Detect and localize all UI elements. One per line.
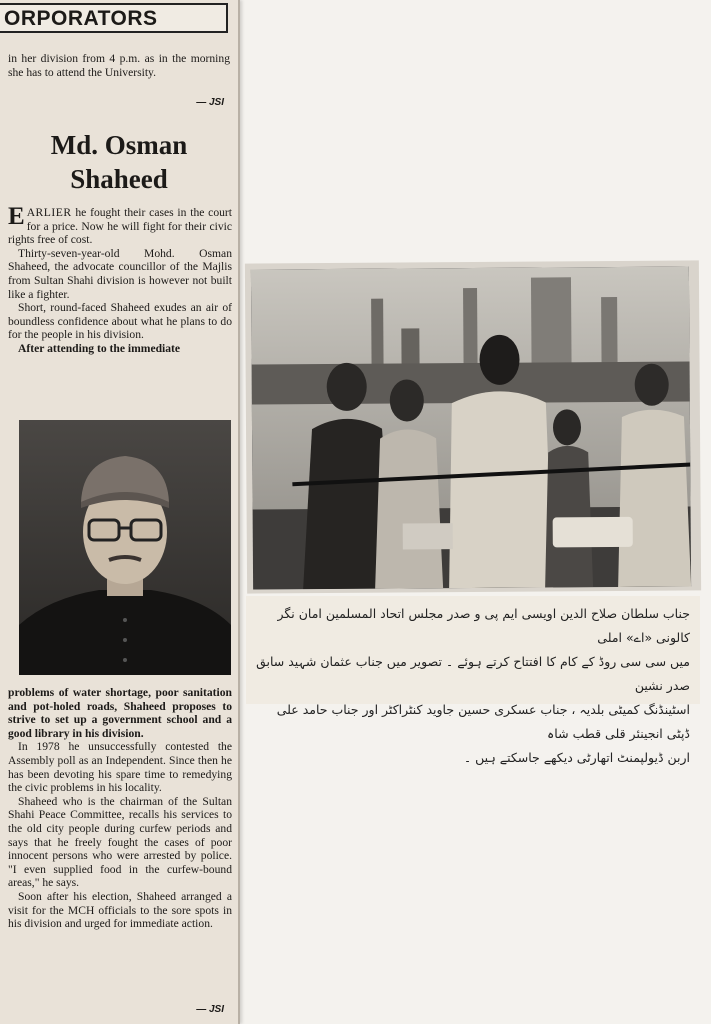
banner-title: ORPORATORS [4, 7, 158, 30]
article-body-bottom [8, 686, 232, 931]
article-para-4: After attending to the immediate [18, 341, 181, 355]
portrait-photo [19, 420, 231, 675]
article-para-3: Short, round-faced Shaheed exudes an air of boundless confidence about what he plans to do for the people in his division. [8, 301, 232, 342]
event-photo [251, 266, 691, 589]
portrait-illustration [19, 420, 231, 675]
article-para-2: Thirty-seven-year-old Mohd. Osman Shaheed, the advocate councillor of the Majlis from Sultan Shahi division is however not built like a fighter. [8, 246, 232, 301]
urdu-caption-line-4: اربن ڈیولپمنٹ اتھارٹی دیکھے جاسکتے ہیں ۔ [463, 750, 690, 765]
previous-article-text: in her division from 4 p.m. as in the morning she has to attend the University. [8, 52, 230, 79]
article-lead [8, 203, 232, 247]
drop-cap: E [8, 203, 25, 230]
previous-article-tail [8, 52, 230, 79]
lead-text: he fought their cases in the court for a price. Now he will fight for their civic rights free of cost. [8, 206, 232, 247]
article-headline [0, 128, 238, 196]
urdu-caption-line-3: اسٹینڈنگ کمیٹی بلدیہ ، جناب عسکری حسین جاوید کنٹراکٹر اور جناب حامد علی ڈپٹی انجینئر قلی قطب شاہ [276, 702, 690, 741]
urdu-caption-line-1: جناب سلطان صلاح الدین اویسی ایم پی و صدر مجلس اتحاد المسلمین امان نگر کالونی «اے» املی [277, 606, 690, 645]
event-photo-illustration [251, 266, 691, 589]
article-para-7: Soon after his election, Shaheed arranged a visit for the MCH officials to the sore spots in his division and urged for immediate action. [8, 889, 232, 931]
urdu-caption-line-2: میں سی سی روڈ کے کام کا افتتاح کرتے ہوئے ۔ تصویر میں جناب عثمان شہید سابق صدر نشین [256, 654, 690, 693]
urdu-caption [246, 596, 700, 765]
previous-article-byline: — JSI [196, 97, 224, 108]
lead-caps: ARLIER [26, 206, 72, 219]
article-para-6: Shaheed who is the chairman of the Sultan Shahi Peace Committee, recalls his services to the old city people during curfew periods and says that he freely fought the cases of poor innocent persons who were arrested by police. "I even supplied food in the curfew-bound areas," he says. [8, 794, 232, 890]
headline-text: Md. Osman Shaheed [50, 130, 188, 194]
article-byline: — JSI [196, 1004, 224, 1015]
event-photo-clipping [245, 260, 701, 593]
section-banner [0, 3, 228, 33]
left-clipping [0, 0, 240, 1024]
article-para-4-cont: problems of water shortage, poor sanitation and pot-holed roads, Shaheed proposes to strive to set up a government school and a good library in his division. [8, 686, 232, 740]
article-para-5: In 1978 he unsuccessfully contested the Assembly poll as an Independent. Since then he has been devoting his spare time to remedying the civic problems in his locality. [8, 740, 232, 795]
article-body-top [8, 203, 232, 356]
